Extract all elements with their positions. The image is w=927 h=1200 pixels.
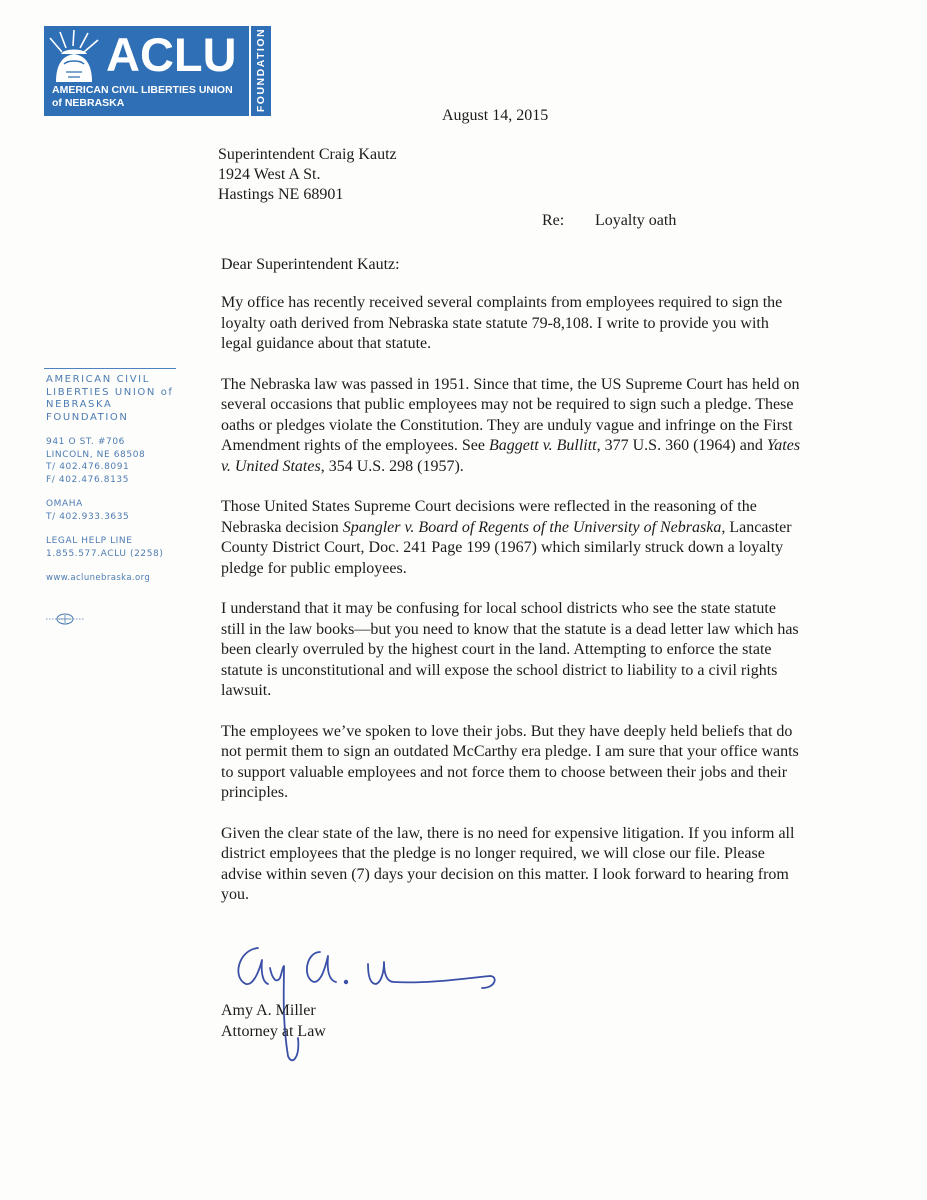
sidebar-line: 1.855.577.ACLU (2258) xyxy=(46,548,164,559)
letter-date: August 14, 2015 xyxy=(442,107,549,124)
sidebar-rule xyxy=(44,368,176,369)
salutation: Dear Superintendent Kautz: xyxy=(221,256,400,273)
signer-name: Amy A. Miller xyxy=(221,1002,316,1019)
sidebar-contact xyxy=(46,374,196,585)
logo-foundation-label: FOUNDATION xyxy=(255,27,267,113)
paragraph xyxy=(221,375,801,478)
paragraph: Given the clear state of the law, there is no need for expensive litigation. If you inform all district employees that the pledge is no longer required, we will close our file. Please advise within seven (7) days your decision on this matter. I look forward to hearing from you. xyxy=(221,824,795,903)
sidebar-line: 941 O ST. #706 xyxy=(46,437,125,447)
address-line: Superintendent Craig Kautz xyxy=(218,146,397,163)
address-line: 1924 West A St. xyxy=(218,166,321,183)
sidebar-line: LIBERTIES UNION of xyxy=(46,386,174,398)
sidebar-line: T/ 402.933.3635 xyxy=(46,511,130,522)
subject-line xyxy=(542,212,676,230)
paragraph-text: , 354 U.S. 298 (1957). xyxy=(320,457,464,475)
paragraph-text: The Nebraska law was passed in 1951. Since that time, the US Supreme Court has held on several occasions that public employees may not be required to sign such a pledge. These oaths or pledges violate the Constitution. They are unduly vague and infringe on the First Amendment rights of the employees. See xyxy=(221,375,800,454)
sidebar-lincoln-office xyxy=(46,436,196,486)
address-line: Hastings NE 68901 xyxy=(218,186,344,203)
letter-body xyxy=(221,293,801,926)
sidebar-helpline xyxy=(46,535,196,560)
recipient-address xyxy=(218,145,397,205)
sidebar-line: F/ 402.476.8135 xyxy=(46,474,130,485)
paragraph-text: Those United States Supreme Court decisions were reflected in the reasoning of the Nebraska decision xyxy=(221,498,757,536)
emblem-icon xyxy=(46,612,84,626)
logo-subtitle-line: AMERICAN CIVIL LIBERTIES UNION xyxy=(52,84,233,96)
logo-wordmark: ACLU xyxy=(106,28,237,81)
paragraph: My office has recently received several complaints from employees required to sign the loyalty oath derived from Nebraska state statute 79-8,108. I write to provide you with legal guidance about that statute. xyxy=(221,294,783,352)
logo-subtitle-line: of NEBRASKA xyxy=(52,97,125,109)
aclu-logo xyxy=(44,26,271,116)
sidebar-line: NEBRASKA xyxy=(46,399,113,410)
signature-block xyxy=(221,1000,326,1042)
sidebar-line: AMERICAN CIVIL xyxy=(46,374,150,385)
paragraph: I understand that it may be confusing for local school districts who see the state statute still in the law books—but you need to know that the statute is a dead letter law which has been clearly overruled by the highest court in the land. Attempting to enforce the state statute is unconstitutional and will expose the school district to liability to a civil rights lawsuit. xyxy=(221,600,799,699)
sidebar-line: LEGAL HELP LINE xyxy=(46,536,133,546)
paragraph xyxy=(221,497,801,579)
case-citation: Spangler v. Board of Regents of the University of Nebraska xyxy=(342,518,722,536)
sidebar-line: FOUNDATION xyxy=(46,411,129,423)
paragraph: The employees we’ve spoken to love their jobs. But they have deeply held beliefs that do not permit them to sign an outdated McCarthy era pledge. I am sure that your office wants to support valuable employees and not force them to choose between their jobs and their principles. xyxy=(221,722,799,801)
logo-main-block xyxy=(44,26,249,116)
case-citation: Baggett v. Bullitt xyxy=(488,437,597,454)
sidebar-line: LINCOLN, NE 68508 xyxy=(46,449,146,460)
paragraph-text: , 377 U.S. 360 (1964) and xyxy=(596,437,767,454)
subject-text: Loyalty oath xyxy=(595,212,677,229)
sidebar-org-name xyxy=(46,374,196,424)
subject-label: Re: xyxy=(542,212,565,229)
logo-subtitle xyxy=(52,84,233,110)
statue-of-liberty-icon xyxy=(46,30,104,82)
sidebar-line: OMAHA xyxy=(46,499,83,509)
sidebar-website: www.aclunebraska.org xyxy=(46,573,151,583)
paragraph-text: , Lancaster County District Court, Doc. 241 Page 199 (1967) which similarly struck down a loyalty pledge for public employees. xyxy=(221,518,792,577)
case-citation: Yates v. United States xyxy=(221,437,801,475)
sidebar-omaha-office xyxy=(46,498,196,523)
signer-title: Attorney at Law xyxy=(221,1023,326,1040)
sidebar-line: T/ 402.476.8091 xyxy=(46,462,130,472)
